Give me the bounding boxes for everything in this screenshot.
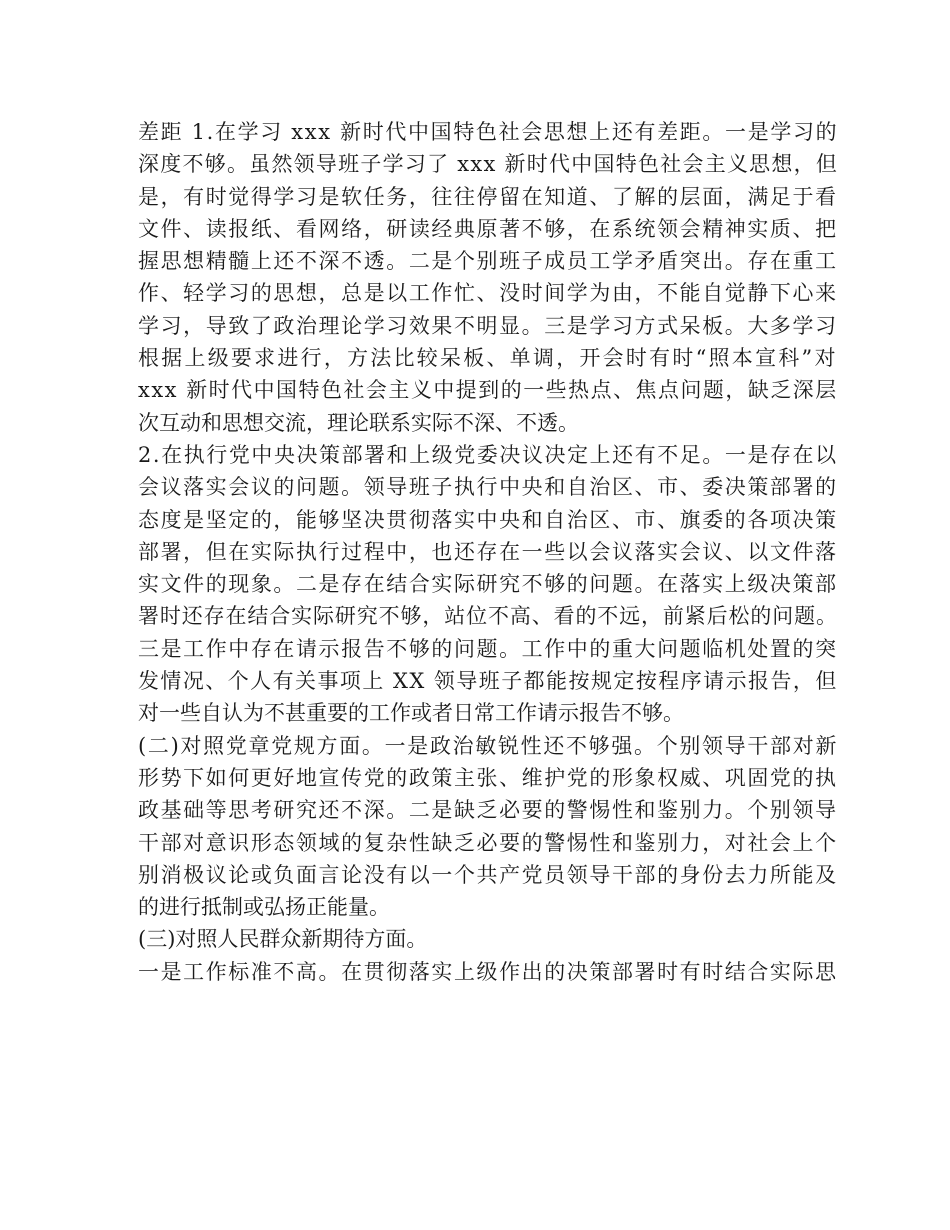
line-text: xxx 新时代中国特色社会主义中提到的一些热点、焦点问题，缺乏深层 <box>138 378 838 403</box>
line-text: 三是工作中存在请示报告不够的问题。工作中的重大问题临机处置的突 <box>138 636 838 661</box>
text-line <box>138 116 838 148</box>
text-line <box>138 277 838 309</box>
text-line <box>138 956 838 988</box>
text-line <box>138 245 838 277</box>
line-text: 干部对意识形态领域的复杂性缺乏必要的警惕性和鉴别力，对社会上个 <box>138 830 838 855</box>
line-text: 一是工作标准不高。在贯彻落实上级作出的决策部署时有时结合实际思 <box>138 959 838 984</box>
line-text: 握思想精髓上还不深不透。二是个别班子成员工学矛盾突出。存在重工 <box>138 249 838 274</box>
line-text: 部署，但在实际执行过程中，也还存在一些以会议落实会议、以文件落 <box>138 539 838 564</box>
paragraph-end-line <box>138 697 838 729</box>
paragraph-end-line <box>138 891 838 923</box>
line-text: 差距 1.在学习 xxx 新时代中国特色社会思想上还有差距。一是学习的 <box>138 120 839 144</box>
text-line <box>138 310 838 342</box>
text-line <box>138 181 838 213</box>
text-line <box>138 504 838 536</box>
text-line <box>138 148 838 180</box>
text-line <box>138 213 838 245</box>
line-text: (三)对照人民群众新期待方面。 <box>138 927 428 952</box>
text-line <box>138 762 838 794</box>
line-text: 对一些自认为不甚重要的工作或者日常工作请示报告不够。 <box>138 701 684 726</box>
document-body <box>138 116 838 988</box>
line-text: 2.在执行党中央决策部署和上级党委决议决定上还有不足。一是存在以 <box>138 442 838 467</box>
text-line <box>138 794 838 826</box>
line-text: 根据上级要求进行，方法比较呆板、单调，开会时有时“照本宣科”对 <box>138 346 838 371</box>
line-text: 的进行抵制或弘扬正能量。 <box>138 895 390 920</box>
line-text: 是，有时觉得学习是软任务，往往停留在知道、了解的层面，满足于看 <box>138 184 838 209</box>
text-line <box>138 374 838 406</box>
line-text: 别消极议论或负面言论没有以一个共产党员领导干部的身份去力所能及 <box>138 862 838 887</box>
line-text: (二)对照党章党规方面。一是政治敏锐性还不够强。个别领导干部对新 <box>138 733 839 758</box>
line-text: 深度不够。虽然领导班子学习了 xxx 新时代中国特色社会主义思想，但 <box>138 152 839 177</box>
line-text: 次互动和思想交流，理论联系实际不深、不透。 <box>138 410 579 435</box>
line-text: 实文件的现象。二是存在结合实际研究不够的问题。在落实上级决策部 <box>138 572 838 597</box>
line-text: 形势下如何更好地宣传党的政策主张、维护党的形象权威、巩固党的执 <box>138 765 838 790</box>
line-text: 作、轻学习的思想，总是以工作忙、没时间学为由，不能自觉静下心来 <box>138 281 838 306</box>
line-text: 学习，导致了政治理论学习效果不明显。三是学习方式呆板。大多学习 <box>138 313 838 338</box>
section-heading-line <box>138 923 838 955</box>
text-line <box>138 568 838 600</box>
text-line <box>138 439 838 471</box>
text-line <box>138 633 838 665</box>
line-text: 态度是坚定的，能够坚决贯彻落实中央和自治区、市、旗委的各项决策 <box>138 507 838 532</box>
paragraph-end-line <box>138 407 838 439</box>
text-line <box>138 600 838 632</box>
line-text: 政基础等思考研究还不深。二是缺乏必要的警惕性和鉴别力。个别领导 <box>138 798 838 823</box>
text-line <box>138 471 838 503</box>
line-text: 署时还存在结合实际研究不够，站位不高、看的不远，前紧后松的问题。 <box>138 604 838 629</box>
text-line <box>138 827 838 859</box>
line-text: 文件、读报纸、看网络，研读经典原著不够，在系统领会精神实质、把 <box>138 216 838 241</box>
text-line <box>138 342 838 374</box>
line-text: 发情况、个人有关事项上 XX 领导班子都能按规定按程序请示报告，但 <box>138 669 838 694</box>
text-line <box>138 730 838 762</box>
text-line <box>138 859 838 891</box>
text-line <box>138 665 838 697</box>
text-line <box>138 536 838 568</box>
line-text: 会议落实会议的问题。领导班子执行中央和自治区、市、委决策部署的 <box>138 475 838 500</box>
